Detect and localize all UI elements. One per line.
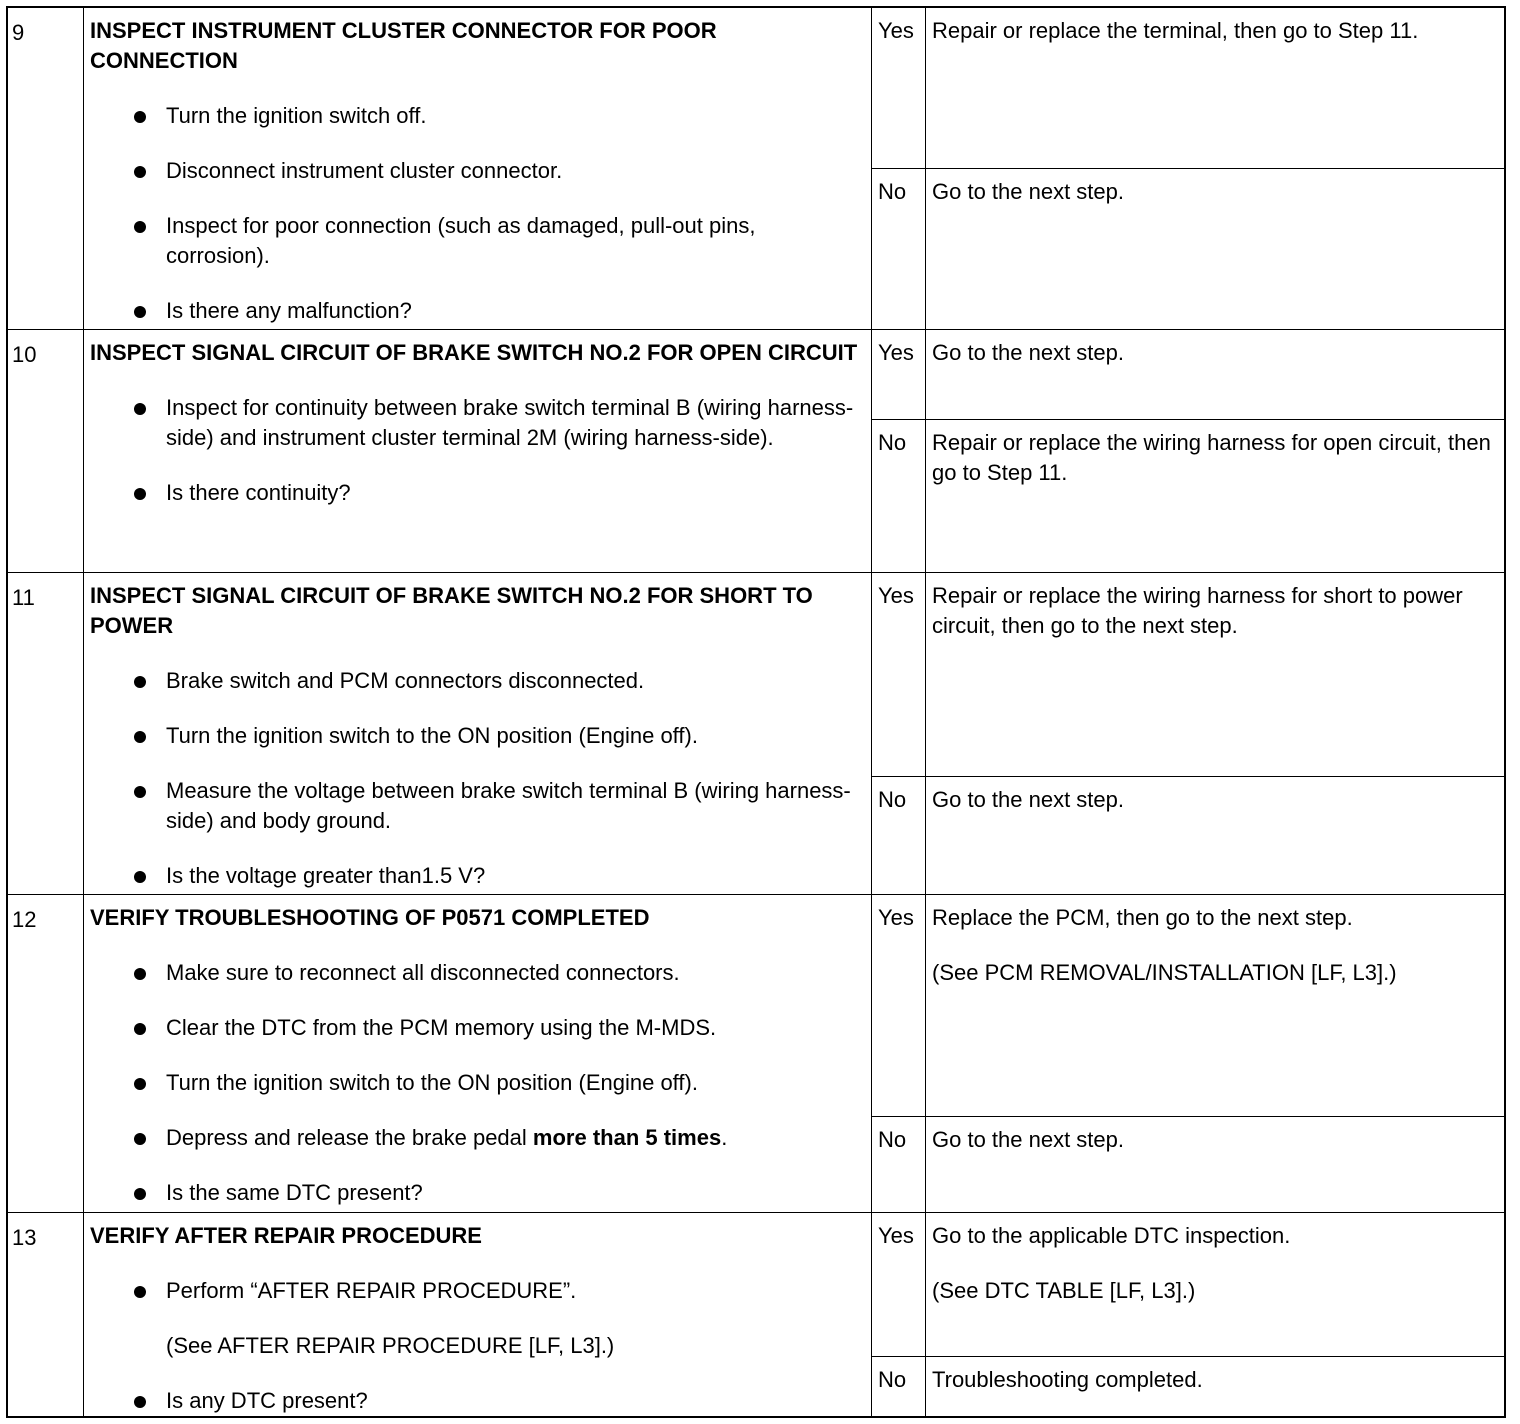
list-item: Turn the ignition switch off.: [90, 101, 865, 131]
yes-result: [872, 573, 1504, 777]
bullet-icon: [134, 1188, 146, 1200]
list-item: Make sure to reconnect all disconnected connectors.: [90, 958, 865, 988]
no-text: Go to the next step.: [932, 787, 1125, 812]
yes-result: [872, 8, 1504, 169]
list-item: Turn the ignition switch to the ON position (Engine off).: [90, 1068, 865, 1098]
bullet-icon: [134, 403, 146, 415]
list-item: Inspect for poor connection (such as damaged, pull-out pins, corrosion).: [90, 211, 865, 271]
yes-text: Repair or replace the wiring harness for short to power circuit, then go to the next step.: [932, 583, 1463, 638]
step-number: 13: [8, 1213, 84, 1416]
bullet-icon: [134, 871, 146, 883]
yes-text: Go to the applicable DTC inspection. (See DTC TABLE [LF, L3].): [926, 1213, 1504, 1339]
yes-label: Yes: [872, 8, 926, 168]
bullet-icon: [134, 1286, 146, 1298]
step-number: 12: [8, 895, 84, 1212]
list-item: Measure the voltage between brake switch terminal B (wiring harness-side) and body ground.: [90, 776, 865, 836]
yes-label: Yes: [872, 573, 926, 776]
bullet-icon: [134, 111, 146, 123]
yes-text: Go to the next step.: [932, 340, 1125, 365]
list-item: Is the same DTC present?: [90, 1178, 865, 1208]
yes-label: Yes: [872, 330, 926, 419]
step-title: VERIFY TROUBLESHOOTING OF P0571 COMPLETED: [90, 905, 650, 930]
bullet-icon: [134, 1023, 146, 1035]
step-number: 9: [8, 8, 84, 329]
step-title: INSPECT SIGNAL CIRCUIT OF BRAKE SWITCH NO.2 FOR SHORT TO POWER: [90, 583, 813, 638]
no-result: [872, 777, 1504, 894]
no-text: Go to the next step.: [932, 179, 1125, 204]
table-row: [8, 895, 1504, 1213]
result-cell: [872, 8, 1504, 329]
list-item: Is there continuity?: [90, 478, 865, 508]
bullet-icon: [134, 968, 146, 980]
action-cell: [84, 895, 872, 1212]
yes-result: [872, 1213, 1504, 1357]
list-item: Depress and release the brake pedal more than 5 times.: [90, 1123, 865, 1153]
bullet-icon: [134, 676, 146, 688]
yes-text: Repair or replace the terminal, then go to Step 11.: [932, 18, 1419, 43]
yes-result: [872, 895, 1504, 1117]
reference-text: (See PCM REMOVAL/INSTALLATION [LF, L3].): [932, 960, 1397, 985]
list-item: Clear the DTC from the PCM memory using the M-MDS.: [90, 1013, 865, 1043]
yes-label: Yes: [872, 1213, 926, 1356]
table-row: [8, 573, 1504, 895]
reference-note: (See AFTER REPAIR PROCEDURE [LF, L3].): [166, 1333, 615, 1358]
yes-text: Replace the PCM, then go to the next step. (See PCM REMOVAL/INSTALLATION [LF, L3].): [926, 895, 1504, 1021]
bullet-icon: [134, 1078, 146, 1090]
action-cell: [84, 573, 872, 894]
list-item: Perform “AFTER REPAIR PROCEDURE”.: [90, 1276, 865, 1306]
bullet-icon: [134, 166, 146, 178]
list-item: Is there any malfunction?: [90, 296, 865, 326]
emphasis-text: more than 5 times: [532, 1125, 722, 1150]
bullet-icon: [134, 786, 146, 798]
reference-text: (See DTC TABLE [LF, L3].): [932, 1278, 1196, 1303]
table-row: [8, 330, 1504, 573]
result-cell: [872, 1213, 1504, 1416]
no-text: Troubleshooting completed.: [932, 1367, 1203, 1392]
list-item: Turn the ignition switch to the ON position (Engine off).: [90, 721, 865, 751]
action-cell: [84, 330, 872, 572]
list-item: Disconnect instrument cluster connector.: [90, 156, 865, 186]
no-label: No: [872, 777, 926, 894]
action-cell: [84, 8, 872, 329]
bullet-icon: [134, 488, 146, 500]
no-result: [872, 169, 1504, 329]
step-title: VERIFY AFTER REPAIR PROCEDURE: [90, 1223, 482, 1248]
step-number: 10: [8, 330, 84, 572]
list-item: Inspect for continuity between brake switch terminal B (wiring harness-side) and instrument cluster terminal 2M (wiring harness-side).: [90, 393, 865, 453]
table-row: [8, 1213, 1504, 1416]
no-label: No: [872, 420, 926, 572]
no-label: No: [872, 169, 926, 329]
no-result: [872, 420, 1504, 572]
troubleshooting-table: [6, 6, 1506, 1418]
no-text: Repair or replace the wiring harness for open circuit, then go to Step 11.: [932, 430, 1491, 485]
no-result: [872, 1117, 1504, 1212]
yes-result: [872, 330, 1504, 420]
action-cell: [84, 1213, 872, 1416]
no-text: Go to the next step.: [932, 1127, 1125, 1152]
bullet-icon: [134, 221, 146, 233]
no-label: No: [872, 1117, 926, 1212]
result-cell: [872, 895, 1504, 1212]
list-item: Brake switch and PCM connectors disconnected.: [90, 666, 865, 696]
result-cell: [872, 573, 1504, 894]
bullet-icon: [134, 1396, 146, 1408]
result-cell: [872, 330, 1504, 572]
list-item: Is any DTC present?: [90, 1386, 865, 1416]
step-title: INSPECT INSTRUMENT CLUSTER CONNECTOR FOR POOR CONNECTION: [90, 18, 717, 73]
table-row: [8, 8, 1504, 330]
bullet-icon: [134, 731, 146, 743]
yes-label: Yes: [872, 895, 926, 1116]
bullet-icon: [134, 1133, 146, 1145]
step-title: INSPECT SIGNAL CIRCUIT OF BRAKE SWITCH NO.2 FOR OPEN CIRCUIT: [90, 340, 858, 365]
no-result: [872, 1357, 1504, 1416]
no-label: No: [872, 1357, 926, 1416]
step-number: 11: [8, 573, 84, 894]
bullet-icon: [134, 306, 146, 318]
list-item: Is the voltage greater than1.5 V?: [90, 861, 865, 891]
